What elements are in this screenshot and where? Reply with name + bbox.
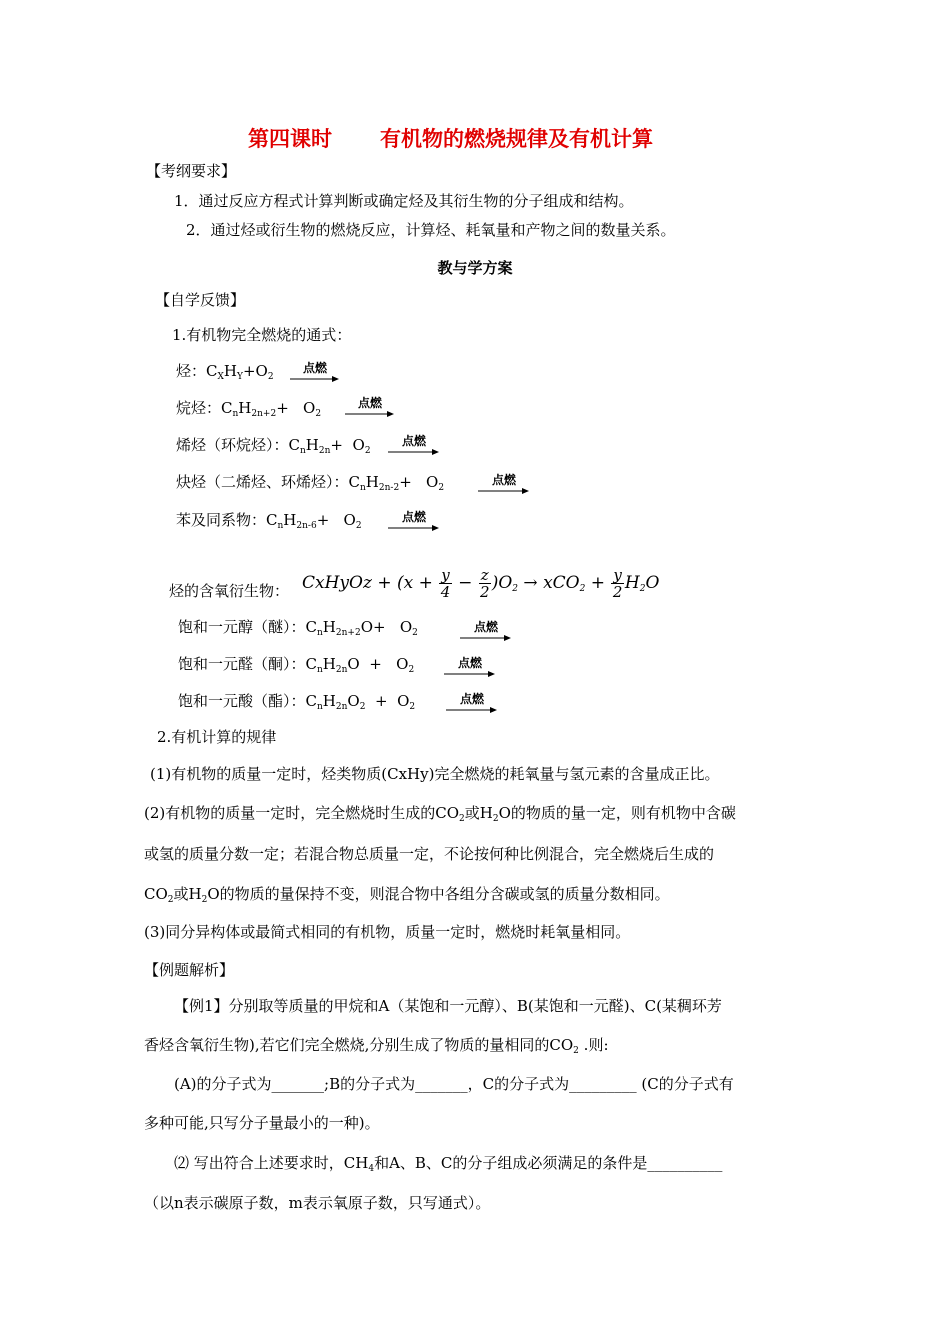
reaction-name: 饱和一元醛（酮）： — [178, 655, 306, 673]
rule-3: (3)同分异构体或最简式相同的有机物，质量一定时，燃烧时耗氧量相同。 — [144, 923, 631, 941]
reaction-name: 饱和一元醇（醚）： — [178, 618, 306, 636]
arrow-icon — [345, 410, 395, 418]
reaction-alkyne — [176, 472, 444, 492]
kaogang-heading: 【考纲要求】 — [146, 162, 237, 180]
rule-2-line-3: $CO_2$或$H_2O$的物质的量保持不变，则混合物中各组分含碳或氢的质量分数相同。 — [144, 885, 670, 905]
arrow-icon — [388, 524, 440, 532]
example-line-1: 【例1】分别取等质量的甲烷和A（某饱和一元醇）、B(某饱和一元醛)、C(某稠环芳 — [174, 997, 722, 1015]
example-line-6: （以n表示碳原子数，m表示氧原子数，只写通式）。 — [144, 1194, 491, 1212]
ignite-label: 点燃 — [457, 656, 482, 670]
reaction-alkane — [176, 398, 321, 418]
ignite-label: 点燃 — [302, 361, 327, 375]
example-line-3: (A)的分子式为_______;B的分子式为_______，C的分子式为_________ (C的分子式有 — [174, 1075, 734, 1093]
reaction-acid — [178, 691, 415, 711]
arrow-icon — [444, 670, 496, 678]
example-heading: 【例题解析】 — [144, 961, 235, 979]
rule-2-line-2: 或氢的质量分数一定；若混合物总质量一定，不论按何种比例混合，完全燃烧后生成的 — [144, 845, 715, 863]
zixue-heading: 【自学反馈】 — [155, 291, 246, 309]
ignite-label: 点燃 — [473, 620, 498, 634]
reaction-aldehyde — [178, 654, 414, 674]
arrow-icon — [446, 706, 498, 714]
reaction-name: 烃： — [176, 362, 207, 380]
arrow-icon — [460, 634, 512, 642]
title-topic: 有机物的燃烧规律及有机计算 — [380, 127, 653, 151]
reaction-name: 苯及同系物： — [176, 511, 267, 529]
ignite-label: 点燃 — [401, 434, 426, 448]
reaction-formula: $C_nH_{2n+2}+ O_2$ — [221, 399, 322, 419]
reaction-formula: $C_nH_{2n}O + O_2$ — [305, 655, 415, 675]
derivative-label: 烃的含氧衍生物： — [169, 582, 290, 600]
section2-title: 2.有机计算的规律 — [157, 728, 277, 746]
reaction-name: 炔烃（二烯烃、环烯烃）： — [176, 473, 349, 491]
arrow-icon — [388, 448, 440, 456]
ignite-arrow — [290, 361, 340, 383]
kaogang-item-1: 1．通过反应方程式计算判断或确定烃及其衍生物的分子组成和结构。 — [174, 192, 634, 210]
ignite-arrow — [388, 434, 440, 456]
kaogang-item-2: 2．通过烃或衍生物的燃烧反应，计算烃、耗氧量和产物之间的数量关系。 — [186, 221, 676, 239]
ignite-label: 点燃 — [401, 510, 426, 524]
reaction-hydrocarbon — [176, 361, 274, 381]
arrow-icon — [478, 487, 530, 495]
reaction-formula: $C_nH_{2n-6}+ O_2$ — [266, 511, 362, 531]
example-line-5: ⑵ 写出符合上述要求时，$CH_4$和A、B、C的分子组成必须满足的条件是__________ — [174, 1154, 723, 1174]
reaction-formula: $C_nH_{2n}O_2 + O_2$ — [305, 692, 416, 712]
title-lesson: 第四课时 — [248, 127, 332, 151]
derivative-general-formula: CxHyOz + (x + $\frac{y}{4}$ − $\frac{z}{2}$ )$O_2 \to xCO_2$ + $\frac{y}{2}$ $H_2O$ — [302, 566, 660, 601]
reaction-formula: $C_XH_Y+O_2$ — [206, 362, 274, 382]
ignite-arrow — [444, 656, 496, 678]
ignite-arrow — [478, 473, 530, 495]
ignite-arrow — [388, 510, 440, 532]
reaction-alcohol — [178, 617, 418, 637]
plan-heading: 教与学方案 — [437, 259, 513, 277]
reaction-benzene — [176, 510, 362, 530]
ignite-arrow — [446, 692, 498, 714]
fraction: $\frac{y}{2}$ — [612, 566, 623, 601]
ignite-label: 点燃 — [357, 396, 382, 410]
example-line-4: 多种可能,只写分子量最小的一种)。 — [144, 1114, 380, 1132]
ignite-arrow — [345, 396, 395, 418]
reaction-alkene — [176, 435, 371, 455]
reaction-formula: $C_nH_{2n}+ O_2$ — [288, 436, 371, 456]
reaction-formula: $C_nH_{2n-2}+ O_2$ — [348, 473, 445, 493]
arrow-icon — [290, 375, 340, 383]
rule-2-line-1: (2)有机物的质量一定时，完全燃烧时生成的$CO_2$或$H_2O$的物质的量一定，则有机物中含碳 — [144, 804, 736, 824]
rule-1: (1)有机物的质量一定时，烃类物质(CxHy)完全燃烧的耗氧量与氢元素的含量成正比。 — [150, 765, 720, 783]
reaction-name: 烷烃： — [176, 399, 222, 417]
fraction: $\frac{z}{2}$ — [479, 566, 490, 601]
ignite-label: 点燃 — [459, 692, 484, 706]
ignite-arrow — [460, 620, 512, 642]
reaction-name: 烯烃（环烷烃）： — [176, 436, 289, 454]
reaction-formula: $C_nH_{2n+2}O+ O_2$ — [305, 618, 418, 638]
ignite-label: 点燃 — [491, 473, 516, 487]
fraction: $\frac{y}{4}$ — [440, 566, 451, 601]
reaction-name: 饱和一元酸（酯）： — [178, 692, 306, 710]
section1-title: 1.有机物完全燃烧的通式： — [172, 326, 352, 344]
example-line-2: 香烃含氧衍生物),若它们完全燃烧,分别生成了物质的量相同的$CO_2$ .则: — [144, 1036, 609, 1056]
page-title — [248, 123, 653, 153]
